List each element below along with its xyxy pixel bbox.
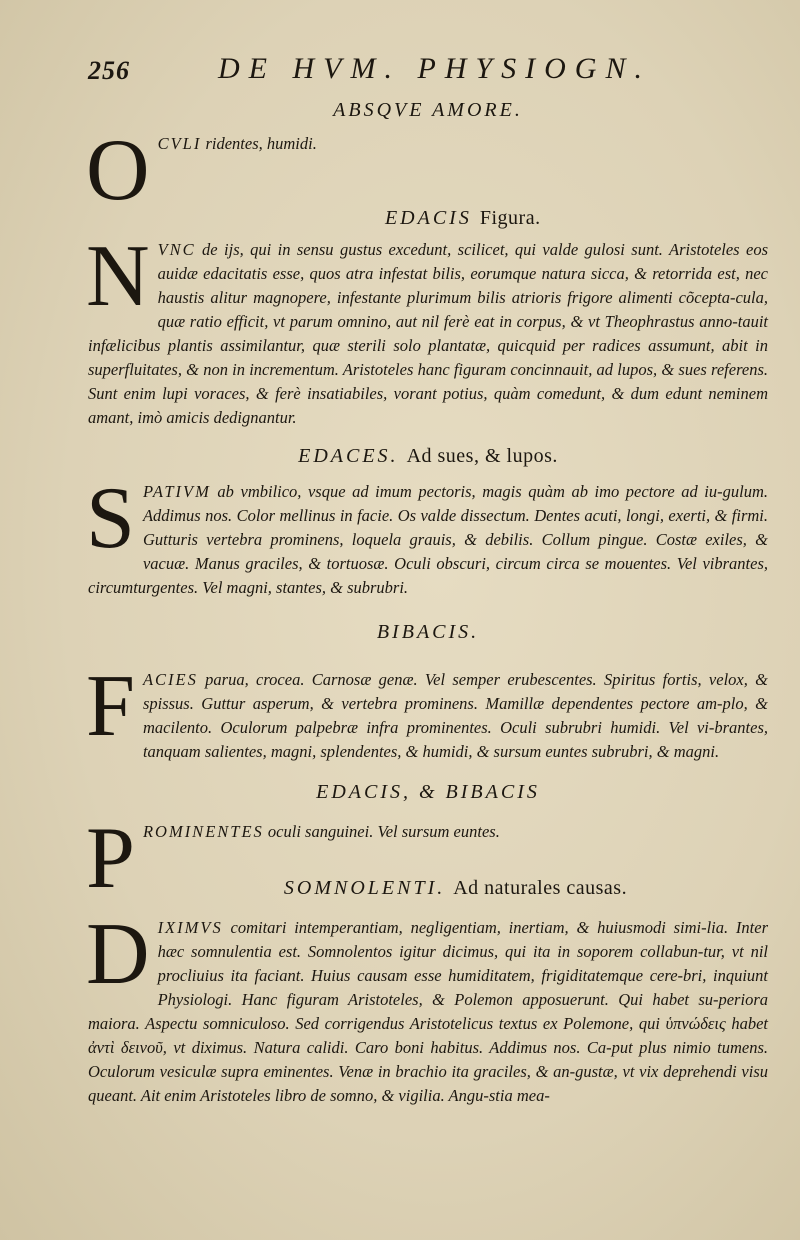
drop-cap: P	[86, 810, 135, 907]
running-title: DE HVM. PHYSIOGN.	[218, 52, 651, 85]
heading-text: SOMNOLENTI.	[283, 877, 446, 899]
section-edacis	[88, 204, 768, 430]
section-heading	[88, 442, 768, 470]
drop-cap: N	[86, 228, 150, 325]
section-paragraph	[86, 658, 768, 764]
drop-cap: F	[86, 658, 135, 755]
section-paragraph	[86, 470, 768, 600]
section-heading	[88, 874, 768, 902]
section-somnolenti	[88, 874, 768, 1108]
heading-text: BIBACIS.	[376, 621, 480, 643]
heading-text: EDACIS, & BIBACIS	[316, 781, 540, 803]
lead-word: ACIES	[142, 670, 198, 689]
paragraph-text: parua, crocea. Carnosæ genæ. Vel semper erubescentes. Spiritus fortis, velox, & spissus. Guttur asperum, & vertebra prominens. Mamillæ dependentes pectore am-plo, & macilento. Oculorum palpebræ infra prominentes. Oculi subrubri humidi. Vel vi-brantes, tanquam salientes, magni, splendentes, & humidi, & sursum euntes subrubri, & magni.	[142, 670, 768, 761]
drop-cap: S	[86, 470, 135, 567]
lead-word: IXIMVS	[157, 918, 223, 937]
drop-cap: D	[86, 906, 150, 1003]
lead-word: PATIVM	[142, 482, 211, 501]
section-edaces	[88, 442, 768, 600]
heading-subtitle: Ad sues, & lupos.	[406, 445, 558, 467]
lead-word: CVLI	[157, 134, 202, 153]
page-header	[88, 52, 740, 92]
page-number: 256	[88, 56, 130, 85]
paragraph-text: oculi sanguinei. Vel sursum euntes.	[263, 822, 500, 841]
heading-subtitle: Figura.	[479, 207, 541, 229]
section-bibacis	[88, 618, 768, 764]
lead-word: ROMINENTES	[142, 822, 264, 841]
section-heading	[88, 778, 768, 806]
page-body	[88, 96, 768, 1108]
lead-word: VNC	[157, 240, 196, 259]
drop-cap: O	[86, 122, 150, 219]
section-paragraph	[86, 228, 768, 430]
section-heading	[88, 618, 768, 646]
heading-text: EDACES.	[298, 445, 399, 467]
heading-subtitle: Ad naturales causas.	[453, 877, 628, 899]
paragraph-text: ab vmbilico, vsque ad imum pectoris, magis quàm ab imo pectore ad iu-gulum. Addimus nos. Color mellinus in facie. Os valde dissectum. Dentes acuti, longi, exerti, & firmi. Gutturis vertebra prominens, loquela grauis, & debilis. Collum pingue. Costæ exiles, & vacuæ. Manus graciles, & tortuosæ. Oculi obscuri, circum circa se mouentes. Vel vibrantes, circumturgentes. Vel magni, stantes, & subrubri.	[88, 482, 768, 597]
heading-text: EDACIS	[384, 207, 472, 229]
section-heading	[88, 204, 768, 232]
paragraph-text: comitari intemperantiam, negligentiam, inertiam, & huiusmodi simi-lia. Inter hæc somnulentia est. Somnolentos igitur dicimus, qui ita in soporem collabun-tur, vt nil procliuius ita faciant. Huius causam esse humiditatem, frigiditatemque cere-bri, inquiunt Physiologi. Hanc figuram Aristoteles, & Polemon apposuerunt. Qui habet su-periora maiora. Aspectu somniculoso. Sed corrigendus Aristotelicus textus ex Polemone, qui ὑπνώδεις habet ἀντὶ δεινοῦ, vt diximus. Natura calidi. Caro boni habitus. Addimus nos. Ca-put plus nimio tumens. Oculorum vesiculæ supra eminentes. Venæ in brachio ita graciles, & an-gustæ, vt vix deprehendi visu queant. Ait enim Aristoteles libro de somno, & vigilia. Angu-stia mea-	[88, 918, 768, 1105]
heading-text: ABSQVE AMORE.	[333, 99, 523, 121]
section-paragraph	[86, 906, 768, 1108]
section-heading	[88, 96, 768, 124]
paragraph-text: ridentes, humidi.	[201, 134, 317, 153]
paragraph-text: de ijs, qui in sensu gustus excedunt, scilicet, qui valde gulosi sunt. Aristoteles eos auidæ edacitatis esse, quos atra infestat bilis, eorumque natura sicca, & retorrida est, nec haustis alitur magnopere, infestante plurimum bilis atrioris frigore alimenti cõcepta-cula, quæ ratio efficit, vt parum omnino, aut nil ferè eat in corpus, & vt Theophrastus anno-tauit infælicibus plantis assimilantur, quæ sterili solo plantatæ, quicquid per radices assumunt, abit in superfluitates, & non in incrementum. Aristoteles hanc figuram concinnauit, ad lupos, & sues referens. Sunt enim lupi voraces, & ferè insatiabiles, vorant potius, quàm comedunt, & dum edunt neminem amant, imò amicis dedignantur.	[88, 240, 768, 427]
